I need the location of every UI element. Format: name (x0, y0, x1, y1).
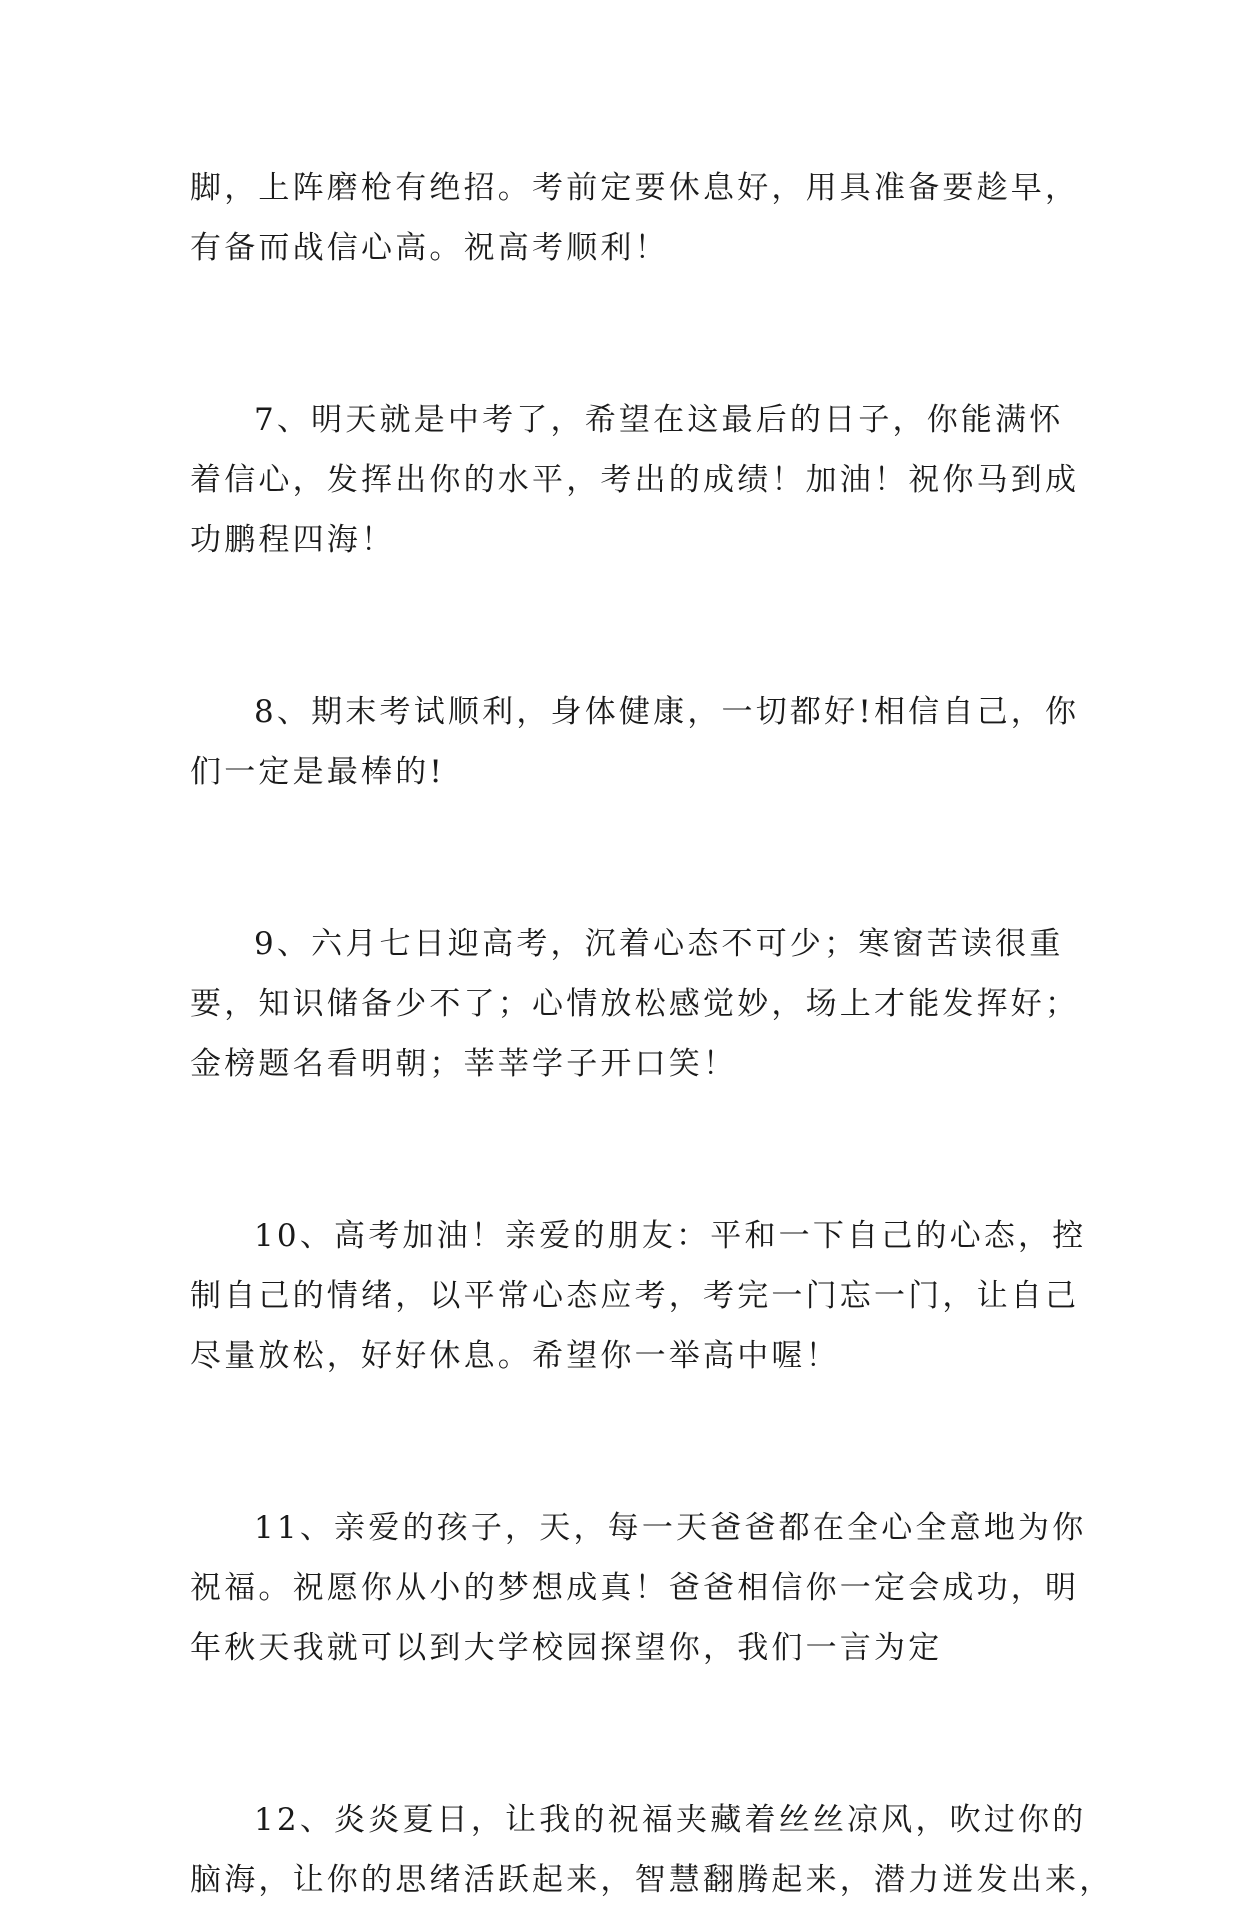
text-line: 要，知识储备少不了；心情放松感觉妙，场上才能发挥好； (190, 986, 1080, 1022)
paragraph-12 (190, 1790, 1114, 1910)
text-line: 脑海，让你的思绪活跃起来，智慧翻腾起来，潜力迸发出来， (190, 1862, 1114, 1898)
paragraph-7 (190, 390, 1080, 570)
document-body (190, 158, 1114, 1910)
text-line: 11、亲爱的孩子，天，每一天爸爸都在全心全意地为你 (254, 1510, 1087, 1546)
text-line: 脚，上阵磨枪有绝招。考前定要休息好，用具准备要趁早， (190, 170, 1080, 206)
paragraph-10 (190, 1206, 1087, 1386)
text-line: 9、六月七日迎高考，沉着心态不可少；寒窗苦读很重 (254, 926, 1064, 962)
paragraph-9 (190, 914, 1080, 1094)
paragraph-11 (190, 1498, 1087, 1678)
text-line: 年秋天我就可以到大学校园探望你，我们一言为定 (190, 1630, 943, 1666)
text-line: 制自己的情绪，以平常心态应考，考完一门忘一门，让自己 (190, 1278, 1080, 1314)
text-line: 金榜题名看明朝；莘莘学子开口笑！ (190, 1046, 738, 1082)
text-line: 功鹏程四海！ (190, 522, 396, 558)
text-line: 尽量放松，好好休息。希望你一举高中喔！ (190, 1338, 840, 1374)
text-line: 10、高考加油！亲爱的朋友：平和一下自己的心态，控 (254, 1218, 1087, 1254)
text-line: 有备而战信心高。祝高考顺利！ (190, 230, 669, 266)
text-line: 祝福。祝愿你从小的梦想成真！爸爸相信你一定会成功，明 (190, 1570, 1080, 1606)
text-line: 12、炎炎夏日，让我的祝福夹藏着丝丝凉风，吹过你的 (254, 1802, 1087, 1838)
text-line: 们一定是最棒的! (190, 754, 446, 790)
text-line: 7、明天就是中考了，希望在这最后的日子，你能满怀 (254, 402, 1064, 438)
paragraph-8 (190, 682, 1080, 802)
text-line: 着信心，发挥出你的水平，考出的成绩！加油！祝你马到成 (190, 462, 1080, 498)
paragraph-6-continuation (190, 158, 1080, 278)
text-line: 8、期末考试顺利，身体健康，一切都好!相信自己，你 (254, 694, 1080, 730)
